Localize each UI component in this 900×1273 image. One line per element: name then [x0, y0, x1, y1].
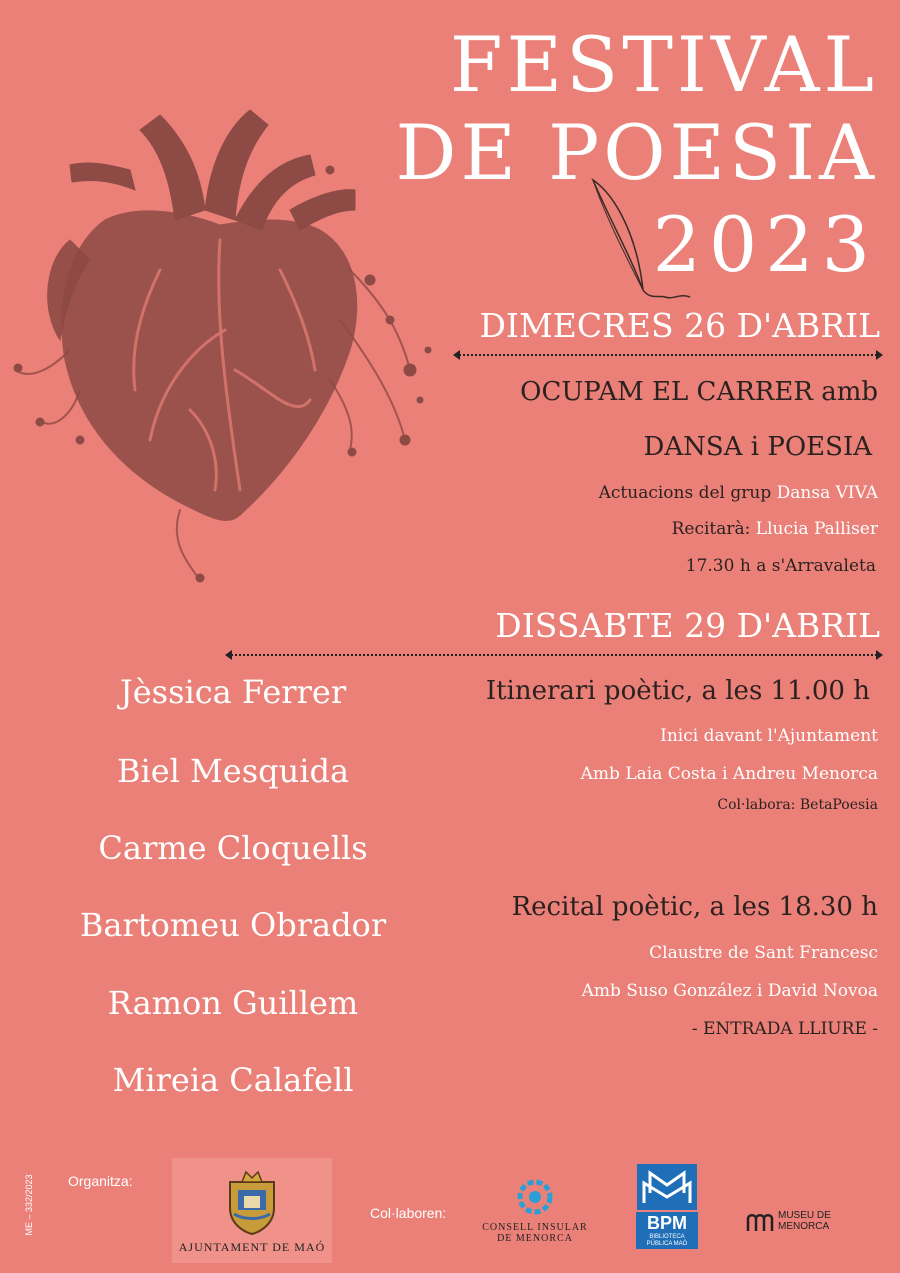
event2-divider — [231, 654, 877, 656]
recital-entry: - ENTRADA LLIURE - — [691, 1019, 878, 1039]
event1-date: DIMECRES 26 D'ABRIL — [479, 306, 880, 345]
poet-name: Bartomeu Obrador — [79, 906, 387, 944]
event1-name-line1: OCUPAM EL CARRER amb — [520, 377, 878, 407]
coat-of-arms-icon — [220, 1168, 284, 1236]
organitza-label: Organitza: — [68, 1173, 133, 1189]
ajuntament-logo: AJUNTAMENT DE MAÓ — [172, 1158, 332, 1263]
recite-value: Llucia Palliser — [755, 519, 878, 539]
poet-name: Carme Cloquells — [98, 829, 368, 867]
event2-date: DISSABTE 29 D'ABRIL — [495, 606, 880, 645]
itinerari-line1: Inici davant l'Ajuntament — [660, 726, 878, 746]
legal-deposit: ME – 332/2023 — [24, 1174, 34, 1236]
consell-emblem-icon — [516, 1178, 554, 1216]
poet-name: Mireia Calafell — [112, 1061, 354, 1099]
bpm-logo — [636, 1163, 698, 1249]
itinerari-line2: Amb Laia Costa i Andreu Menorca — [580, 764, 878, 784]
arrow-left-icon — [453, 350, 460, 360]
poet-name: Ramon Guillem — [107, 984, 359, 1022]
event1-recite — [672, 519, 878, 539]
consell-insular-logo: CONSELL INSULAR DE MENORCA — [480, 1178, 590, 1248]
recite-label: Recitarà: — [671, 519, 756, 539]
itinerari-line3: Col·labora: BetaPoesia — [717, 797, 878, 813]
festival-title-year: 2023 — [652, 200, 878, 289]
event1-performers — [599, 483, 878, 503]
event1-time-place: 17.30 h a s'Arravaleta — [685, 556, 876, 576]
performers-value: Dansa VIVA — [776, 483, 878, 503]
event1-name-line2: DANSA i POESIA — [643, 432, 872, 462]
recital-line2: Amb Suso González i David Novoa — [581, 981, 878, 1001]
anatomical-heart-illustration — [10, 70, 450, 590]
arrow-left-icon — [225, 650, 232, 660]
recital-title: Recital poètic, a les 18.30 h — [511, 892, 878, 922]
bpm-text: BPM — [636, 1212, 698, 1234]
itinerari-title: Itinerari poètic, a les 11.00 h — [485, 676, 870, 706]
festival-title-line1: FESTIVAL — [449, 20, 878, 109]
museu-menorca-logo: MUSEU DE MENORCA — [746, 1208, 846, 1234]
bpm-book-icon — [636, 1163, 698, 1211]
bpm-subtitle: BIBLIOTECA PÚBLICA MAÓ — [636, 1234, 698, 1249]
recital-line1: Claustre de Sant Francesc — [649, 943, 878, 963]
performers-label: Actuacions del grup — [598, 483, 777, 503]
museu-arch-icon — [746, 1211, 774, 1231]
arrow-right-icon — [876, 350, 883, 360]
poet-name: Jèssica Ferrer — [119, 673, 347, 711]
festival-title-line2: DE POESIA — [395, 108, 878, 197]
event1-divider — [459, 354, 877, 356]
arrow-right-icon — [876, 650, 883, 660]
collaboren-label: Col·laboren: — [370, 1205, 447, 1221]
poet-name: Biel Mesquida — [116, 752, 350, 790]
